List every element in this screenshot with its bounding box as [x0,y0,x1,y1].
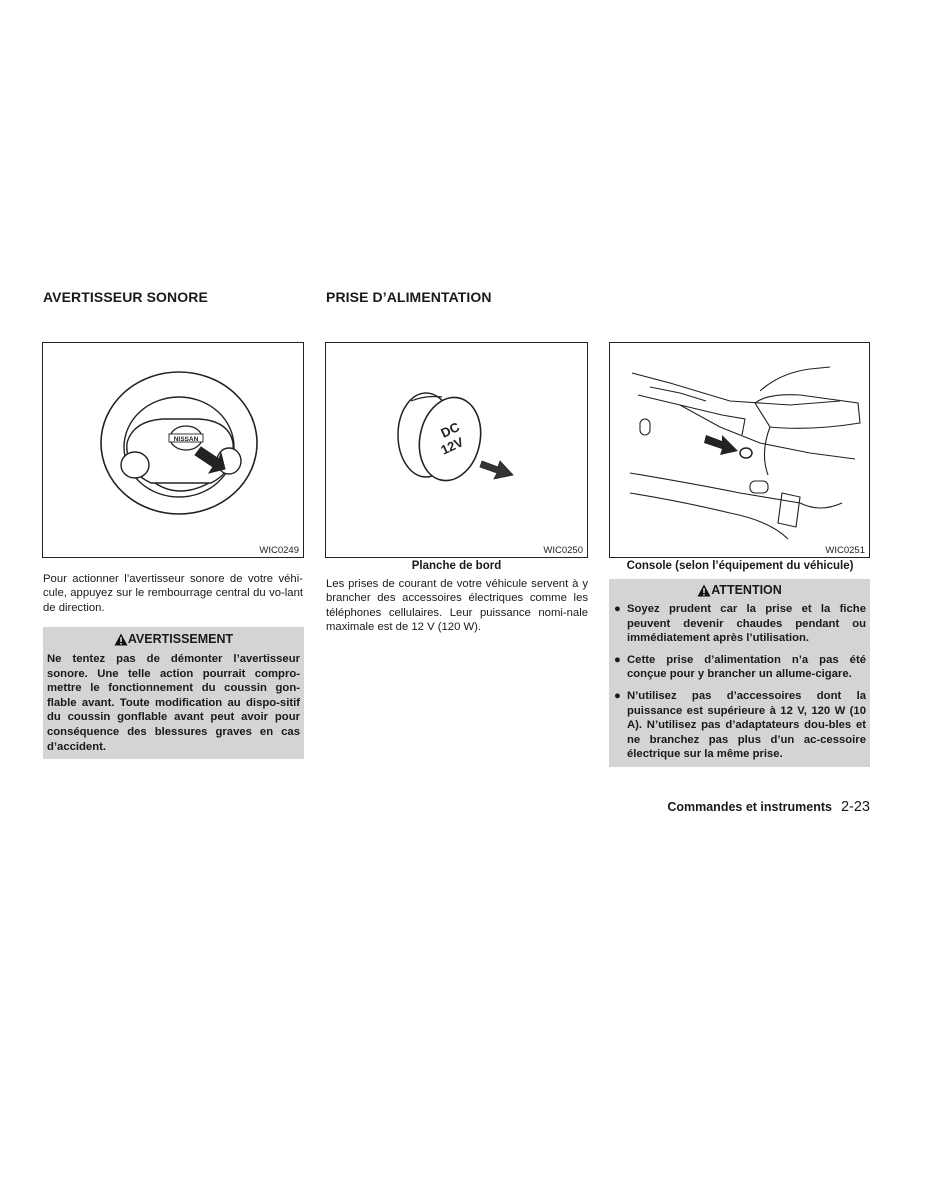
attention-item-text: Cette prise d’alimentation n’a pas été conçue pour y brancher un allume-cigare. [627,653,866,681]
attention-header [613,583,866,597]
warning-header [47,632,300,646]
footer-section-title: Commandes et instruments [667,800,832,814]
bullet-icon: ● [614,653,621,666]
warning-text: Ne tentez pas de démonter l’avertisseur sonore. Une telle action pourrait compro-mettre le fonctionnement du coussin gon-flable avant. Toute modification au dispo-sitif du coussin gonflable avant peut avoir pour conséquence des blessures graves en cas d’accident. [47,653,300,753]
list-item [613,653,866,682]
figure-code: WIC0251 [825,545,865,556]
attention-title: ATTENTION [711,583,782,597]
section-heading-power-outlet: PRISE D’ALIMENTATION [326,289,492,305]
steering-wheel-illustration [43,343,305,559]
page-footer [667,799,870,815]
figure-code: WIC0250 [543,545,583,556]
power-outlet-illustration [326,343,589,559]
list-item [613,689,866,762]
attention-box [609,579,870,767]
figure-steering-wheel [42,342,304,558]
page-number: 2-23 [840,799,870,815]
outlet-label-dc: DC [438,419,462,441]
figure-caption: Console (selon l’équipement du véhicule) [626,560,854,572]
warning-box [43,627,304,759]
horn-paragraph: Pour actionner l’avertisseur sonore de votre véhi-cule, appuyez sur le rembourrage central du vo-lant de direction. [43,573,303,614]
bullet-icon: ● [614,603,621,615]
direction-arrow-icon [480,461,513,479]
outlet-arrow-icon [704,435,738,455]
figure-console [609,342,870,558]
warning-triangle-icon [114,633,128,646]
outlet-label-12v: 12V [438,434,466,458]
attention-item-text: Soyez prudent car la prise et la fiche peuvent devenir chaudes pendant ou immédiatement après l’utilisation. [627,603,866,645]
warning-title: AVERTISSEMENT [127,632,234,646]
attention-list [613,602,866,762]
bullet-icon: ● [614,689,621,702]
warning-triangle-icon [697,584,711,597]
list-item [613,602,866,646]
figure-power-outlet [325,342,588,558]
power-outlet-paragraph: Les prises de courant de votre véhicule servent à y brancher des accessoires électriques comme les téléphones cellulaires. Leur puissance nomi-nale maximale est de 12 V (120 W). [326,578,588,634]
figure-caption: Planche de bord [411,560,502,572]
console-illustration [610,343,871,559]
section-heading-horn: AVERTISSEUR SONORE [43,289,208,305]
attention-item-text: N’utilisez pas d’accessoires dont la puissance est supérieure à 12 V, 120 W (10 A). N’utilisez pas d’adaptateurs dou-bles et ne branchez pas plus d’un ac-cessoire électrique sur la même prise. [627,689,866,761]
nissan-logo: NISSAN [173,436,199,443]
figure-code: WIC0249 [259,545,299,556]
